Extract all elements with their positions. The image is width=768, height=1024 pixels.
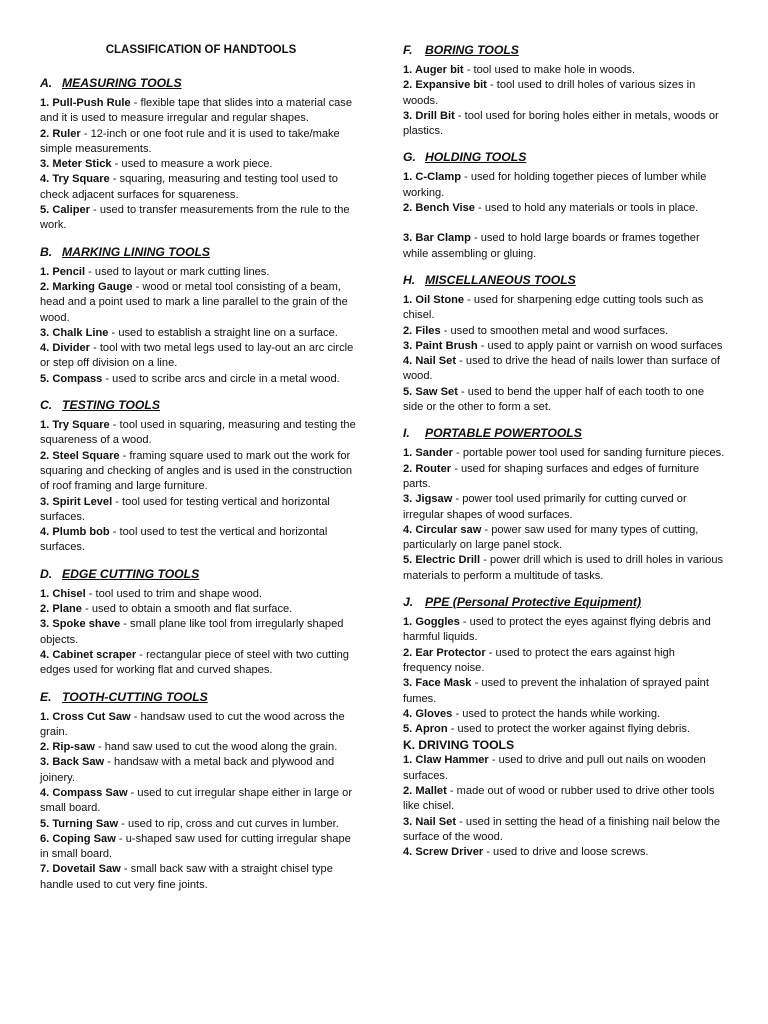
tool-name: Gloves xyxy=(415,707,453,720)
list-item xyxy=(403,63,725,78)
tool-name: C-Clamp xyxy=(415,171,461,184)
list-item xyxy=(40,602,362,617)
section-letter: C. xyxy=(40,398,53,413)
document-title: CLASSIFICATION OF HANDTOOLS xyxy=(105,44,297,56)
list-item xyxy=(40,617,362,648)
list-item xyxy=(40,740,362,755)
tool-description: - used to hold any materials or tools in place. xyxy=(474,202,699,215)
tool-description: - used to establish a straight line on a surface. xyxy=(108,326,338,339)
tool-description: - used to drive and pull out nails on wooden surfaces. xyxy=(403,754,706,782)
section-title: PORTABLE POWERTOOLS xyxy=(425,426,582,441)
section-title: MISCELLANEOUS TOOLS xyxy=(425,272,576,287)
tool-name: Turning Saw xyxy=(52,817,119,830)
tool-description: - tool used for boring holes either in metals, woods or plastics. xyxy=(403,109,719,138)
list-item xyxy=(40,862,362,893)
tool-description: - flexible tape that slides into a material case and it is used to measure irregular and regular shapes. xyxy=(40,97,353,125)
section-letter: D. xyxy=(40,566,53,581)
item-number: 5. xyxy=(40,817,50,830)
tool-description: - made out of wood or rubber used to drive other tools like chisel. xyxy=(403,784,715,813)
tool-description: - used to drive the head of nails lower than surface of wood. xyxy=(403,355,720,383)
section-heading xyxy=(403,594,725,610)
item-number: 2. xyxy=(403,784,413,797)
list-item xyxy=(403,354,725,385)
tool-description: - used to layout or mark cutting lines. xyxy=(85,265,270,278)
tool-name: Sander xyxy=(415,447,453,460)
section-heading xyxy=(403,42,725,58)
tool-description: - tool used to trim and shape wood. xyxy=(85,587,263,600)
tool-description: - handsaw used to cut the wood across the grain. xyxy=(40,710,345,738)
tool-name: Chalk Line xyxy=(52,326,109,339)
tool-name: Files xyxy=(415,324,441,337)
list-item xyxy=(40,587,362,602)
tool-description: - power tool used primarily for cutting curved or irregular shapes of wood surfaces. xyxy=(403,493,687,521)
section-letter: G. xyxy=(403,150,416,165)
list-item xyxy=(403,201,725,216)
list-item xyxy=(40,755,362,786)
tool-description: - small back saw with a straight chisel type handle used to cut very fine joints. xyxy=(40,863,333,891)
tool-description: - used for shaping surfaces and edges of furniture parts. xyxy=(403,462,700,490)
tool-description: - tool used for testing vertical and horizontal surfaces. xyxy=(40,495,330,523)
tool-description: - small plane like tool from irregularly shaped objects. xyxy=(40,618,344,646)
item-number: 3. xyxy=(403,339,413,352)
item-list xyxy=(403,293,725,415)
list-item xyxy=(403,293,725,324)
section-title: MARKING LINING TOOLS xyxy=(62,244,211,259)
tool-name: Compass Saw xyxy=(52,786,128,799)
tool-description: - power saw used for many types of cutting, particularly on large panel stock. xyxy=(403,523,699,552)
right-column xyxy=(403,42,725,870)
item-number: 2. xyxy=(403,324,413,337)
tool-name: Back Saw xyxy=(52,756,105,769)
list-item xyxy=(40,786,362,817)
section-title: BORING TOOLS xyxy=(425,43,519,57)
tool-name: Nail Set xyxy=(415,355,457,368)
tool-name: Electric Drill xyxy=(415,554,481,567)
tool-name: Mallet xyxy=(415,784,447,797)
section-heading xyxy=(403,425,725,441)
tool-name: Marking Gauge xyxy=(52,280,133,293)
item-number: 3. xyxy=(40,158,50,171)
item-number: 4. xyxy=(40,526,50,539)
section-heading xyxy=(40,75,362,91)
section-tooth-cutting-tools xyxy=(40,689,362,894)
tool-description: - tool used in squaring, measuring and testing the squareness of a wood. xyxy=(40,419,356,447)
list-item xyxy=(403,385,725,416)
item-number: 2. xyxy=(403,202,413,215)
section-driving-tools xyxy=(403,737,725,860)
tool-description: - tool with two metal legs used to lay-out an arc circle or step off division on a line. xyxy=(40,342,354,370)
tool-name: Plane xyxy=(52,603,82,616)
list-item xyxy=(40,341,362,372)
tool-description: - u-shaped saw used for cutting irregular shape in small board. xyxy=(40,832,351,861)
list-item xyxy=(403,615,725,646)
tool-description: - framing square used to mark out the work for squaring and checking of angles and is used in the construction of roof framing and large furniture. xyxy=(40,449,353,493)
section-holding-tools xyxy=(403,149,725,261)
tool-name: Dovetail Saw xyxy=(52,863,121,876)
list-item xyxy=(40,525,362,556)
tool-description: - used to cut irregular shape either in large or small board. xyxy=(40,786,353,815)
tool-name: Jigsaw xyxy=(415,493,453,506)
list-item xyxy=(40,172,362,203)
item-number: 1. xyxy=(403,447,413,460)
tool-description: - used to protect the ears against high frequency noise. xyxy=(403,646,675,674)
list-item xyxy=(40,265,362,280)
item-list xyxy=(403,446,725,584)
list-item xyxy=(403,676,725,707)
tool-name: Meter Stick xyxy=(52,158,112,171)
list-item xyxy=(403,109,725,140)
tool-description: - used to apply paint or varnish on wood surfaces xyxy=(477,339,723,352)
list-item xyxy=(403,784,725,815)
tool-name: Try Square xyxy=(52,419,110,432)
tool-description: - used to prevent the inhalation of sprayed paint fumes. xyxy=(403,677,709,705)
item-list xyxy=(40,96,362,234)
item-number: 4. xyxy=(403,846,413,859)
section-miscellaneous-tools xyxy=(403,272,725,415)
item-number: 4. xyxy=(403,707,413,720)
section-letter: A. xyxy=(40,76,53,90)
section-letter: E. xyxy=(40,689,52,704)
tool-description: - used to obtain a smooth and flat surface. xyxy=(81,603,293,616)
item-number: 1. xyxy=(40,710,50,723)
tool-description: - used to bend the upper half of each tooth to one side or the other to form a set. xyxy=(403,385,705,414)
item-number: 1. xyxy=(403,754,413,767)
item-number: 5. xyxy=(403,554,413,567)
list-item xyxy=(40,832,362,863)
list-item xyxy=(40,157,362,172)
list-item xyxy=(403,78,725,109)
section-heading xyxy=(40,689,362,705)
item-list xyxy=(40,265,362,387)
item-number: 1. xyxy=(403,64,413,76)
tool-name: Caliper xyxy=(52,204,90,217)
section-letter: H. xyxy=(403,272,416,287)
item-number: 2. xyxy=(40,449,50,462)
list-item xyxy=(403,492,725,523)
tool-name: Pencil xyxy=(52,265,86,278)
list-item xyxy=(403,646,725,677)
section-heading xyxy=(403,737,725,753)
item-number: 5. xyxy=(403,723,413,736)
item-number: 2. xyxy=(403,79,413,92)
tool-description: - squaring, measuring and testing tool used to check adjacent surfaces for squareness. xyxy=(40,173,338,201)
tool-name: Auger bit xyxy=(414,64,464,76)
tool-name: Try Square xyxy=(52,173,110,186)
section-title: TESTING TOOLS xyxy=(62,398,160,413)
tool-name: Plumb bob xyxy=(52,526,110,539)
item-number: 1. xyxy=(40,419,50,432)
section-portable-powertools xyxy=(403,425,725,584)
section-testing-tools xyxy=(40,397,362,556)
list-item xyxy=(403,170,725,201)
tool-name: Drill Bit xyxy=(415,109,455,122)
item-list xyxy=(40,418,362,556)
spacer xyxy=(403,216,725,231)
tool-description: - portable power tool used for sanding furniture pieces. xyxy=(452,447,725,460)
tool-name: Apron xyxy=(414,723,448,736)
item-number: 5. xyxy=(40,372,50,385)
tool-name: Cross Cut Saw xyxy=(52,710,131,723)
tool-name: Oil Stone xyxy=(415,293,465,306)
tool-description: - power drill which is used to drill holes in various materials to perform a multitude of tasks. xyxy=(403,554,724,582)
list-item xyxy=(40,127,362,158)
tool-name: Divider xyxy=(52,342,90,355)
list-item xyxy=(403,231,725,262)
section-edge-cutting-tools xyxy=(40,566,362,679)
tool-description: - used for sharpening edge cutting tools such as chisel. xyxy=(403,293,704,322)
item-number: 3. xyxy=(40,495,50,508)
item-number: 1. xyxy=(403,171,413,184)
tool-name: Compass xyxy=(52,372,103,385)
tool-name: Ruler xyxy=(52,127,81,140)
tool-name: Rip-saw xyxy=(52,741,95,754)
item-list xyxy=(403,170,725,261)
item-number: 3. xyxy=(403,109,413,122)
item-number: 5. xyxy=(40,204,50,217)
section-letter: F. xyxy=(403,43,413,57)
list-item xyxy=(40,280,362,326)
section-heading xyxy=(40,244,362,260)
item-number: 1. xyxy=(403,616,413,629)
tool-description: - tool used to test the vertical and horizontal surfaces. xyxy=(40,526,328,554)
item-number: 4. xyxy=(40,173,50,186)
item-number: 5. xyxy=(403,385,413,398)
section-title: DRIVING TOOLS xyxy=(418,738,515,753)
list-item xyxy=(40,495,362,526)
section-title: PPE (Personal Protective Equipment) xyxy=(425,595,642,610)
tool-description: - hand saw used to cut the wood along the grain. xyxy=(94,741,338,754)
item-number: 2. xyxy=(40,127,50,140)
item-number: 2. xyxy=(403,646,413,659)
tool-description: - used to rip, cross and cut curves in lumber. xyxy=(118,817,339,830)
item-list xyxy=(40,710,362,894)
item-number: 1. xyxy=(40,587,50,600)
tool-name: Saw Set xyxy=(415,385,458,398)
item-number: 3. xyxy=(403,232,413,245)
tool-description: - tool used to make hole in woods. xyxy=(463,64,636,76)
item-list xyxy=(403,63,725,139)
section-ppe-personal-protective-equipment xyxy=(403,594,725,737)
tool-name: Bench Vise xyxy=(415,202,475,215)
section-letter: B. xyxy=(40,244,53,259)
tool-name: Paint Brush xyxy=(415,339,478,352)
tool-description: - used for holding together pieces of lumber while working. xyxy=(403,171,707,199)
list-item xyxy=(403,339,725,354)
section-letter: I. xyxy=(403,426,410,441)
item-number: 4. xyxy=(403,355,413,368)
tool-name: Coping Saw xyxy=(52,832,116,845)
tool-description: - used to hold large boards or frames together while assembling or gluing. xyxy=(403,232,700,260)
item-number: 3. xyxy=(403,493,413,506)
item-number: 6. xyxy=(40,832,50,845)
section-letter: J. xyxy=(403,595,414,610)
list-item xyxy=(40,817,362,832)
list-item xyxy=(403,523,725,554)
tool-description: - used to transfer measurements from the rule to the work. xyxy=(40,204,350,232)
tool-description: - used to drive and loose screws. xyxy=(483,846,649,859)
tool-name: Goggles xyxy=(415,616,460,629)
tool-description: - used to protect the eyes against flying debris and harmful liquids. xyxy=(403,616,711,644)
tool-name: Bar Clamp xyxy=(415,232,471,245)
item-number: 1. xyxy=(40,265,50,278)
tool-name: Screw Driver xyxy=(415,846,484,859)
section-heading xyxy=(40,566,362,582)
item-number: 2. xyxy=(403,462,413,475)
tool-name: Expansive bit xyxy=(415,79,487,92)
item-number: 7. xyxy=(40,863,50,876)
tool-name: Nail Set xyxy=(415,815,457,828)
list-item xyxy=(403,707,725,722)
list-item xyxy=(403,553,725,584)
section-boring-tools xyxy=(403,42,725,139)
tool-name: Face Mask xyxy=(415,677,472,690)
item-number: 3. xyxy=(403,815,413,828)
section-letter: K. xyxy=(403,738,416,753)
list-item xyxy=(40,710,362,741)
tool-description: - used to measure a work piece. xyxy=(111,158,273,171)
list-item xyxy=(403,324,725,339)
list-item xyxy=(403,446,725,461)
left-column xyxy=(40,42,362,903)
item-number: 2. xyxy=(40,603,50,616)
item-number: 3. xyxy=(40,618,50,631)
item-list xyxy=(40,587,362,679)
list-item xyxy=(403,753,725,784)
section-title: HOLDING TOOLS xyxy=(425,150,527,165)
item-number: 3. xyxy=(40,756,50,769)
item-number: 4. xyxy=(40,786,50,799)
tool-name: Spoke shave xyxy=(52,618,121,631)
list-item xyxy=(40,418,362,449)
tool-name: Cabinet scraper xyxy=(52,648,137,661)
tool-description: - wood or metal tool consisting of a beam, head and a point used to mark a line parallel to the grain of the wood. xyxy=(40,280,348,324)
tool-description: - used to protect the worker against flying debris. xyxy=(447,723,690,736)
item-number: 3. xyxy=(403,677,413,690)
list-item xyxy=(403,462,725,493)
section-heading xyxy=(403,149,725,165)
tool-description: - rectangular piece of steel with two cutting edges used for working flat and curved shapes. xyxy=(40,648,349,677)
item-number: 2. xyxy=(40,280,50,293)
tool-description: - used in setting the head of a finishing nail below the surface of the wood. xyxy=(403,815,721,843)
list-item xyxy=(40,96,362,127)
section-title: EDGE CUTTING TOOLS xyxy=(62,566,200,581)
section-heading xyxy=(403,272,725,288)
tool-name: Steel Square xyxy=(52,449,120,462)
list-item xyxy=(40,648,362,679)
item-list xyxy=(403,753,725,860)
list-item xyxy=(40,449,362,495)
section-heading xyxy=(40,397,362,413)
list-item xyxy=(403,845,725,860)
tool-name: Spirit Level xyxy=(52,495,113,508)
list-item xyxy=(403,815,725,846)
tool-name: Claw Hammer xyxy=(415,754,489,767)
item-number: 4. xyxy=(40,342,50,355)
item-number: 1. xyxy=(403,293,413,306)
list-item xyxy=(40,203,362,234)
tool-name: Pull-Push Rule xyxy=(52,97,131,109)
section-title: MEASURING TOOLS xyxy=(62,76,182,90)
tool-name: Router xyxy=(415,462,452,475)
item-number: 3. xyxy=(40,326,50,339)
tool-description: - handsaw with a metal back and plywood and joinery. xyxy=(40,756,335,784)
tool-description: - 12-inch or one foot rule and it is used to take/make simple measurements. xyxy=(40,127,340,155)
section-title: TOOTH-CUTTING TOOLS xyxy=(62,689,208,704)
list-item xyxy=(40,372,362,387)
tool-name: Circular saw xyxy=(415,523,482,536)
item-list xyxy=(403,615,725,737)
list-item xyxy=(403,722,725,737)
tool-description: - used to protect the hands while working. xyxy=(452,707,661,720)
section-marking-lining-tools xyxy=(40,244,362,387)
item-number: 1. xyxy=(40,97,50,109)
item-number: 2. xyxy=(40,741,50,754)
tool-name: Ear Protector xyxy=(415,646,486,659)
list-item xyxy=(40,326,362,341)
item-number: 4. xyxy=(403,523,413,536)
tool-description: - tool used to drill holes of various sizes in woods. xyxy=(403,79,696,107)
tool-description: - used to scribe arcs and circle in a metal wood. xyxy=(102,372,340,385)
section-measuring-tools xyxy=(40,75,362,234)
tool-name: Chisel xyxy=(52,587,86,600)
tool-description: - used to smoothen metal and wood surfaces. xyxy=(440,324,669,337)
item-number: 4. xyxy=(40,648,50,661)
